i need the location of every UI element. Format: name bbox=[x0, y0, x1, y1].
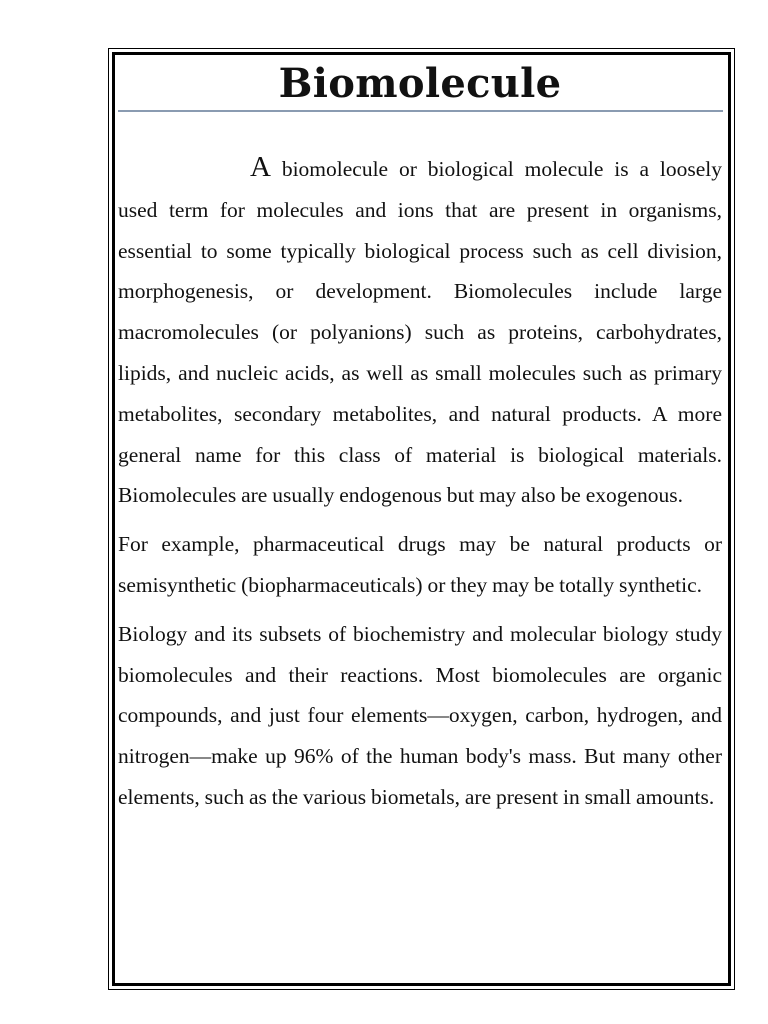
first-letter: A bbox=[250, 151, 271, 183]
paragraph-1-text: biomolecule or biological molecule is a loosely used term for molecules and ions that are present in organisms, essential to some typically biological process such as cell division, morphogenesis, or development. Biomolecules include large macromolecules (or polyanions) such as proteins, carbohydrates, lipids, and nucleic acids, as well as small molecules such as primary metabolites, secondary metabolites, and natural products. A more general name for this class of material is biological materials. Biomolecules are usually endogenous but may also be exogenous. bbox=[118, 157, 722, 508]
paragraph-1 bbox=[118, 147, 722, 516]
document-body bbox=[118, 147, 722, 818]
page-title: Biomolecule bbox=[278, 60, 562, 107]
title-underline bbox=[118, 110, 723, 112]
paragraph-2: For example, pharmaceutical drugs may be natural products or semisynthetic (biopharmaceuticals) or they may be totally synthetic. bbox=[118, 532, 722, 597]
paragraph-3: Biology and its subsets of biochemistry and molecular biology study biomolecules and their reactions. Most biomolecules are organic compounds, and just four elements—oxygen, carbon, hydrogen, and nitrogen—make up 96% of the human body's mass. But many other elements, such as the various biometals, are present in small amounts. bbox=[118, 621, 722, 809]
